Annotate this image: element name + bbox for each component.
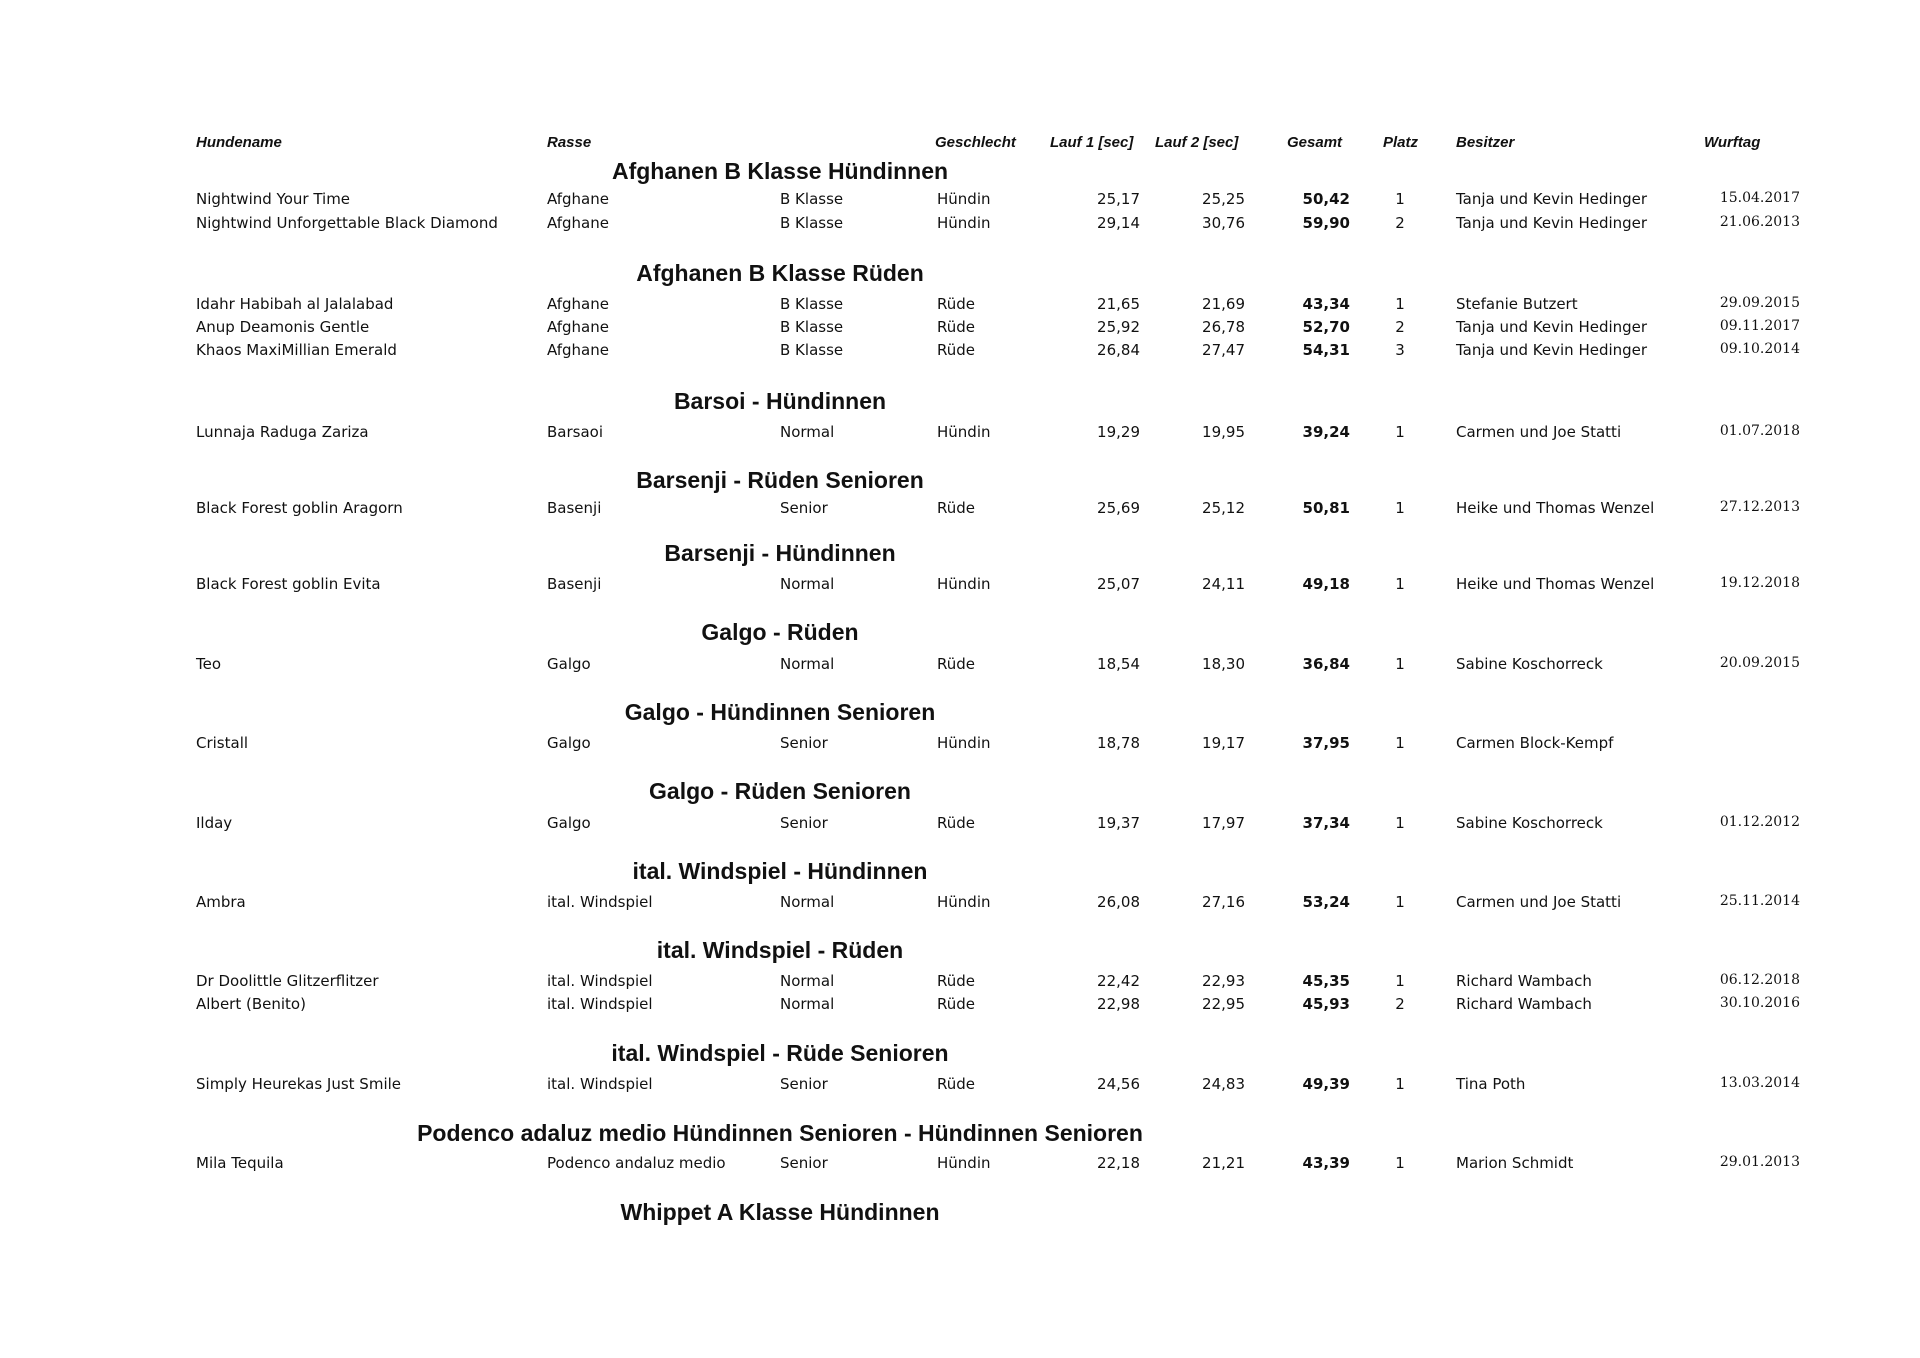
section-title: Barsenji - Hündinnen bbox=[664, 540, 896, 566]
cell-lauf2: 30,76 bbox=[1202, 214, 1245, 232]
cell-sex: Rüde bbox=[937, 972, 976, 990]
section-title: Barsenji - Rüden Senioren bbox=[636, 467, 924, 493]
table-row bbox=[0, 341, 1920, 365]
cell-class: B Klasse bbox=[780, 190, 844, 208]
section-title: ital. Windspiel - Rüde Senioren bbox=[611, 1040, 949, 1066]
cell-owner: Carmen Block-Kempf bbox=[1456, 734, 1614, 752]
table-row bbox=[0, 734, 1920, 758]
cell-name: Ambra bbox=[196, 893, 246, 911]
cell-lauf1: 25,92 bbox=[1097, 318, 1140, 336]
cell-sex: Rüde bbox=[937, 655, 976, 673]
cell-owner: Heike und Thomas Wenzel bbox=[1456, 575, 1655, 593]
cell-lauf2: 21,21 bbox=[1202, 1154, 1245, 1172]
cell-name: Simply Heurekas Just Smile bbox=[196, 1075, 402, 1093]
cell-breed: Afghane bbox=[547, 341, 609, 359]
table-row bbox=[0, 423, 1920, 447]
cell-place: 1 bbox=[1395, 893, 1405, 911]
cell-lauf2: 19,17 bbox=[1202, 734, 1245, 752]
header-hundename: Hundename bbox=[196, 134, 282, 151]
cell-owner: Stefanie Butzert bbox=[1456, 295, 1578, 313]
cell-lauf2: 27,47 bbox=[1202, 341, 1245, 359]
header-rasse: Rasse bbox=[547, 134, 592, 151]
cell-owner: Tanja und Kevin Hedinger bbox=[1456, 190, 1648, 208]
header-geschlecht: Geschlecht bbox=[935, 134, 1016, 151]
cell-name: Khaos MaxiMillian Emerald bbox=[196, 341, 397, 359]
cell-lauf1: 24,56 bbox=[1097, 1075, 1140, 1093]
cell-owner: Tanja und Kevin Hedinger bbox=[1456, 318, 1648, 336]
cell-owner: Carmen und Joe Statti bbox=[1456, 423, 1622, 441]
section-title: Afghanen B Klasse Hündinnen bbox=[611, 158, 949, 184]
cell-date: 20.09.2015 bbox=[1719, 655, 1800, 671]
cell-sex: Hündin bbox=[937, 423, 991, 441]
table-row bbox=[0, 295, 1920, 319]
cell-sex: Hündin bbox=[937, 190, 991, 208]
cell-sex: Rüde bbox=[937, 318, 976, 336]
cell-owner: Richard Wambach bbox=[1456, 972, 1592, 990]
cell-place: 1 bbox=[1395, 655, 1405, 673]
cell-sex: Hündin bbox=[937, 214, 991, 232]
cell-breed: Afghane bbox=[547, 190, 609, 208]
cell-total: 54,31 bbox=[1302, 341, 1350, 359]
cell-class: Senior bbox=[780, 734, 828, 752]
cell-name: Nightwind Unforgettable Black Diamond bbox=[196, 214, 498, 232]
cell-breed: ital. Windspiel bbox=[547, 1075, 653, 1093]
table-row bbox=[0, 995, 1920, 1019]
cell-class: Senior bbox=[780, 814, 828, 832]
cell-owner: Sabine Koschorreck bbox=[1456, 814, 1603, 832]
cell-sex: Hündin bbox=[937, 575, 991, 593]
cell-lauf2: 22,95 bbox=[1202, 995, 1245, 1013]
section-title: Galgo - Rüden Senioren bbox=[649, 778, 911, 804]
cell-total: 45,35 bbox=[1302, 972, 1350, 990]
cell-lauf2: 26,78 bbox=[1202, 318, 1245, 336]
header-platz: Platz bbox=[1383, 134, 1419, 151]
cell-date: 09.11.2017 bbox=[1719, 318, 1800, 334]
table-row bbox=[0, 893, 1920, 917]
section-title: Galgo - Rüden bbox=[701, 619, 859, 645]
cell-total: 50,42 bbox=[1302, 190, 1350, 208]
cell-place: 1 bbox=[1395, 972, 1405, 990]
cell-lauf1: 25,69 bbox=[1097, 499, 1140, 517]
cell-breed: Galgo bbox=[547, 655, 591, 673]
cell-class: Normal bbox=[780, 575, 835, 593]
cell-name: Black Forest goblin Aragorn bbox=[196, 499, 403, 517]
cell-lauf2: 25,25 bbox=[1202, 190, 1245, 208]
cell-place: 1 bbox=[1395, 423, 1405, 441]
cell-lauf1: 19,37 bbox=[1097, 814, 1140, 832]
cell-name: Idahr Habibah al Jalalabad bbox=[196, 295, 394, 313]
cell-place: 1 bbox=[1395, 814, 1405, 832]
cell-total: 52,70 bbox=[1302, 318, 1350, 336]
cell-name: Teo bbox=[196, 655, 222, 673]
section-title: ital. Windspiel - Rüden bbox=[656, 937, 904, 963]
cell-lauf2: 24,11 bbox=[1202, 575, 1245, 593]
table-row bbox=[0, 655, 1920, 679]
cell-lauf1: 26,08 bbox=[1097, 893, 1140, 911]
cell-name: Lunnaja Raduga Zariza bbox=[196, 423, 369, 441]
cell-place: 1 bbox=[1395, 575, 1405, 593]
cell-lauf2: 22,93 bbox=[1202, 972, 1245, 990]
table-row bbox=[0, 1075, 1920, 1099]
cell-breed: Galgo bbox=[547, 734, 591, 752]
cell-sex: Hündin bbox=[937, 1154, 991, 1172]
cell-lauf1: 18,78 bbox=[1097, 734, 1140, 752]
cell-breed: ital. Windspiel bbox=[547, 995, 653, 1013]
cell-place: 1 bbox=[1395, 190, 1405, 208]
header-wurftag: Wurftag bbox=[1704, 134, 1761, 151]
cell-place: 2 bbox=[1395, 214, 1405, 232]
cell-name: Albert (Benito) bbox=[196, 995, 306, 1013]
cell-breed: Afghane bbox=[547, 295, 609, 313]
cell-date: 29.01.2013 bbox=[1719, 1154, 1800, 1170]
cell-owner: Tina Poth bbox=[1456, 1075, 1526, 1093]
cell-breed: Galgo bbox=[547, 814, 591, 832]
cell-total: 39,24 bbox=[1302, 423, 1350, 441]
cell-date: 01.12.2012 bbox=[1719, 814, 1800, 830]
header-lauf2: Lauf 2 [sec] bbox=[1155, 134, 1239, 151]
cell-date: 25.11.2014 bbox=[1719, 893, 1800, 909]
cell-lauf2: 25,12 bbox=[1202, 499, 1245, 517]
cell-place: 1 bbox=[1395, 734, 1405, 752]
table-row bbox=[0, 1154, 1920, 1178]
cell-date: 30.10.2016 bbox=[1719, 995, 1800, 1011]
table-row bbox=[0, 575, 1920, 599]
cell-sex: Rüde bbox=[937, 295, 976, 313]
table-row bbox=[0, 972, 1920, 996]
header-besitzer: Besitzer bbox=[1456, 134, 1515, 151]
cell-total: 37,34 bbox=[1302, 814, 1350, 832]
cell-class: Normal bbox=[780, 995, 835, 1013]
cell-name: Mila Tequila bbox=[196, 1154, 284, 1172]
cell-date: 15.04.2017 bbox=[1719, 190, 1800, 206]
cell-owner: Tanja und Kevin Hedinger bbox=[1456, 341, 1648, 359]
cell-owner: Carmen und Joe Statti bbox=[1456, 893, 1622, 911]
cell-owner: Tanja und Kevin Hedinger bbox=[1456, 214, 1648, 232]
cell-sex: Rüde bbox=[937, 995, 976, 1013]
cell-total: 37,95 bbox=[1302, 734, 1350, 752]
cell-name: Dr Doolittle Glitzerflitzer bbox=[196, 972, 379, 990]
cell-sex: Rüde bbox=[937, 814, 976, 832]
cell-class: Senior bbox=[780, 499, 828, 517]
cell-owner: Richard Wambach bbox=[1456, 995, 1592, 1013]
cell-lauf1: 22,18 bbox=[1097, 1154, 1140, 1172]
cell-name: Black Forest goblin Evita bbox=[196, 575, 381, 593]
cell-name: Ilday bbox=[196, 814, 233, 832]
cell-total: 49,39 bbox=[1302, 1075, 1350, 1093]
cell-place: 1 bbox=[1395, 1075, 1405, 1093]
cell-name: Cristall bbox=[196, 734, 249, 752]
cell-lauf1: 25,17 bbox=[1097, 190, 1140, 208]
cell-name: Anup Deamonis Gentle bbox=[196, 318, 370, 336]
cell-lauf1: 22,42 bbox=[1097, 972, 1140, 990]
cell-class: Normal bbox=[780, 893, 835, 911]
cell-place: 2 bbox=[1395, 318, 1405, 336]
cell-date: 13.03.2014 bbox=[1719, 1075, 1800, 1091]
cell-owner: Sabine Koschorreck bbox=[1456, 655, 1603, 673]
header-lauf1: Lauf 1 [sec] bbox=[1050, 134, 1134, 151]
cell-date: 27.12.2013 bbox=[1719, 499, 1800, 515]
section-title: Podenco adaluz medio Hündinnen Senioren - Hündinnen Senioren bbox=[417, 1120, 1143, 1146]
cell-class: Normal bbox=[780, 972, 835, 990]
cell-lauf1: 29,14 bbox=[1097, 214, 1140, 232]
cell-sex: Rüde bbox=[937, 341, 976, 359]
cell-class: B Klasse bbox=[780, 341, 844, 359]
cell-lauf2: 18,30 bbox=[1202, 655, 1245, 673]
cell-total: 49,18 bbox=[1302, 575, 1350, 593]
section-title: Afghanen B Klasse Rüden bbox=[636, 260, 924, 286]
cell-breed: ital. Windspiel bbox=[547, 972, 653, 990]
cell-breed: Basenji bbox=[547, 575, 602, 593]
cell-breed: Afghane bbox=[547, 318, 609, 336]
cell-breed: Basenji bbox=[547, 499, 602, 517]
cell-total: 36,84 bbox=[1302, 655, 1350, 673]
cell-sex: Hündin bbox=[937, 893, 991, 911]
cell-place: 2 bbox=[1395, 995, 1405, 1013]
cell-lauf1: 26,84 bbox=[1097, 341, 1140, 359]
cell-total: 53,24 bbox=[1302, 893, 1350, 911]
cell-place: 3 bbox=[1395, 341, 1405, 359]
cell-class: B Klasse bbox=[780, 318, 844, 336]
cell-total: 59,90 bbox=[1302, 214, 1350, 232]
cell-breed: Afghane bbox=[547, 214, 609, 232]
cell-owner: Heike und Thomas Wenzel bbox=[1456, 499, 1655, 517]
section-title: ital. Windspiel - Hündinnen bbox=[632, 858, 928, 884]
cell-class: Senior bbox=[780, 1075, 828, 1093]
cell-date: 19.12.2018 bbox=[1719, 575, 1800, 591]
cell-lauf1: 18,54 bbox=[1097, 655, 1140, 673]
table-row bbox=[0, 190, 1920, 214]
cell-class: Normal bbox=[780, 423, 835, 441]
cell-date: 01.07.2018 bbox=[1719, 423, 1800, 439]
table-row bbox=[0, 814, 1920, 838]
cell-name: Nightwind Your Time bbox=[196, 190, 351, 208]
cell-lauf2: 17,97 bbox=[1202, 814, 1245, 832]
cell-place: 1 bbox=[1395, 499, 1405, 517]
cell-class: Senior bbox=[780, 1154, 828, 1172]
cell-lauf2: 24,83 bbox=[1202, 1075, 1245, 1093]
cell-class: Normal bbox=[780, 655, 835, 673]
cell-date: 09.10.2014 bbox=[1719, 341, 1800, 357]
table-row bbox=[0, 214, 1920, 238]
cell-total: 45,93 bbox=[1302, 995, 1350, 1013]
cell-lauf2: 19,95 bbox=[1202, 423, 1245, 441]
cell-total: 43,39 bbox=[1302, 1154, 1350, 1172]
cell-place: 1 bbox=[1395, 1154, 1405, 1172]
cell-lauf1: 19,29 bbox=[1097, 423, 1140, 441]
cell-total: 50,81 bbox=[1302, 499, 1350, 517]
table-row bbox=[0, 499, 1920, 523]
header-gesamt: Gesamt bbox=[1287, 134, 1343, 151]
cell-class: B Klasse bbox=[780, 214, 844, 232]
section-title: Galgo - Hündinnen Senioren bbox=[624, 699, 936, 725]
cell-date: 06.12.2018 bbox=[1719, 972, 1800, 988]
cell-sex: Rüde bbox=[937, 499, 976, 517]
cell-lauf1: 22,98 bbox=[1097, 995, 1140, 1013]
cell-lauf2: 21,69 bbox=[1202, 295, 1245, 313]
cell-class: B Klasse bbox=[780, 295, 844, 313]
table-row bbox=[0, 318, 1920, 342]
cell-owner: Marion Schmidt bbox=[1456, 1154, 1574, 1172]
cell-date: 21.06.2013 bbox=[1719, 214, 1800, 230]
cell-breed: Barsaoi bbox=[547, 423, 604, 441]
cell-lauf1: 21,65 bbox=[1097, 295, 1140, 313]
cell-sex: Rüde bbox=[937, 1075, 976, 1093]
cell-lauf2: 27,16 bbox=[1202, 893, 1245, 911]
section-title: Barsoi - Hündinnen bbox=[673, 388, 887, 414]
cell-breed: ital. Windspiel bbox=[547, 893, 653, 911]
cell-sex: Hündin bbox=[937, 734, 991, 752]
cell-place: 1 bbox=[1395, 295, 1405, 313]
cell-lauf1: 25,07 bbox=[1097, 575, 1140, 593]
cell-breed: Podenco andaluz medio bbox=[547, 1154, 726, 1172]
cell-date: 29.09.2015 bbox=[1719, 295, 1800, 311]
cell-total: 43,34 bbox=[1302, 295, 1350, 313]
section-title: Whippet A Klasse Hündinnen bbox=[620, 1199, 940, 1225]
